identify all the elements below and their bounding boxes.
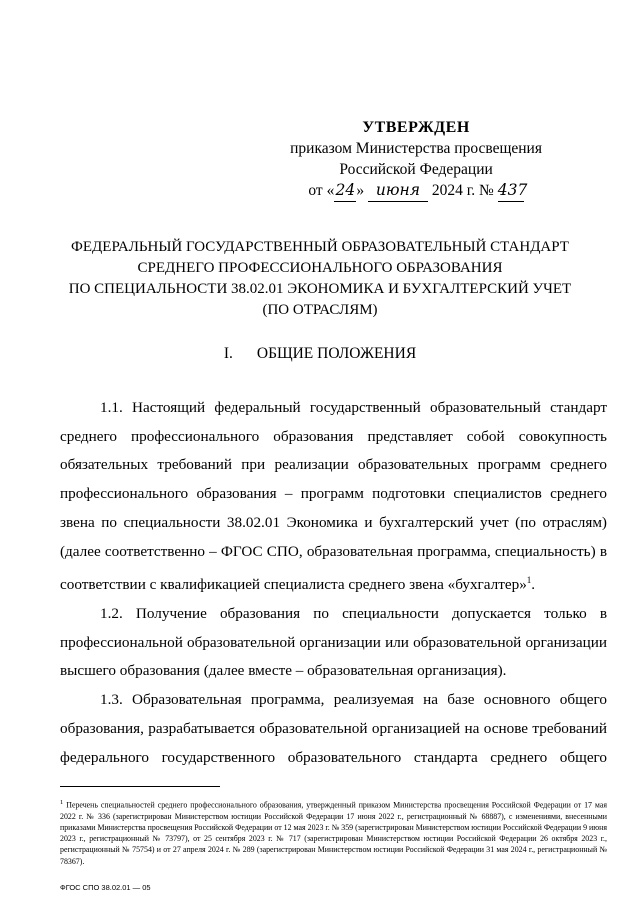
order-year: 2024 г. № (431, 182, 494, 199)
order-mid: » (356, 182, 365, 199)
order-line (290, 180, 542, 202)
footnote (60, 797, 607, 867)
order-number: 437 (498, 180, 524, 202)
document-code: ФГОС СПО 38.02.01 — 05 (60, 883, 151, 892)
paragraph-text: 1.3. Образовательная программа, реализуемая на базе основного общего образования, разрабатывается образовательной организацией на основе требований федерального государственного образовательного стандарта среднего общего (60, 691, 607, 766)
footnote-marker: 1 (60, 799, 64, 806)
footnote-text: Перечень специальностей среднего профессионального образования, утвержденный приказом Министерства просвещения Российской Федерации от 17 мая 2022 г. № 336 (зарегистрирован Министерством юстиции Российской Федерации 17 июня 2022 г., регистрационный № 68887), с изменениями, внесенными приказами Министерства просвещения Российской Федерации от 12 мая 2023 г. № 359 (зарегистрирован Министерством юстиции Российской Федерации 9 июня 2023 г., регистрационный № 73797), от 25 сентября 2023 г. № 717 (зарегистрирован Министерством юстиции Российской Федерации 26 октября 2023 г., регистрационный № 75754) и от 27 апреля 2024 г. № 289 (зарегистрирован Министерством юстиции Российской Федерации 31 мая 2024 г., регистрационный № 78367). (60, 800, 607, 866)
order-month: июня (368, 180, 428, 202)
paragraph-1-2 (60, 600, 607, 686)
approval-line-2: Российской Федерации (339, 161, 493, 178)
footnote-divider (60, 786, 220, 787)
paragraph-1-1: 1.1. Настоящий федеральный государственный образовательный стандарт среднего профессионального образования представляет собой совокупность обязательных требований при реализации образовательных программ среднего профессионального образования – программ подготовки специалистов среднего звена по специальности 38.02.01 Экономика и бухгалтерский учет (по отраслям) (далее соответственно – ФГОС СПО, образовательная программа, специальность) в соответствии с квалификацией специалиста среднего звена «бухгалтер»$^1$. (60, 399, 607, 594)
paragraph-text: 1.1. Настоящий федеральный государственный образовательный стандарт среднего профессионального образования представляет собой совокупность обязательных требований при реализации образовательных программ среднего профессионального образования – программ подготовки специалистов среднего звена по специальности 38.02.01 Экономика и бухгалтерский учет (по отраслям) (далее соответственно – ФГОС СПО, образовательная программа, специальность) в соответствии с квалификацией специалиста среднего звена «бухгалтер» (60, 399, 607, 594)
section-number: I. (223, 345, 233, 362)
paragraph-text: 1.2. Получение образования по специальности допускается только в профессиональной образовательной организации или образовательной организации высшего образования (далее вместе – образовательная организация). (60, 604, 607, 680)
section-title: ОБЩИЕ ПОЛОЖЕНИЯ (256, 345, 417, 362)
section-heading (0, 345, 640, 363)
standard-title-line: СРЕДНЕГО ПРОФЕССИОНАЛЬНОГО ОБРАЗОВАНИЯ (137, 260, 503, 276)
standard-title-line: ПО СПЕЦИАЛЬНОСТИ 38.02.01 ЭКОНОМИКА И БУХГАЛТЕРСКИЙ УЧЕТ (68, 281, 572, 297)
standard-title-line: ФЕДЕРАЛЬНЫЙ ГОСУДАРСТВЕННЫЙ ОБРАЗОВАТЕЛЬНЫЙ СТАНДАРТ (71, 239, 569, 255)
order-day: 24 (334, 180, 356, 202)
order-prefix: от « (308, 182, 335, 199)
paragraph-1-3 (60, 686, 607, 772)
approval-title: УТВЕРЖДЕН (362, 119, 470, 136)
approval-block (290, 117, 542, 202)
footnote-ref: 1 (526, 575, 532, 586)
approval-line-1: приказом Министерства просвещения (290, 140, 542, 157)
standard-title (60, 237, 580, 321)
document-body (60, 394, 607, 772)
standard-title-line: (ПО ОТРАСЛЯМ) (262, 302, 378, 318)
